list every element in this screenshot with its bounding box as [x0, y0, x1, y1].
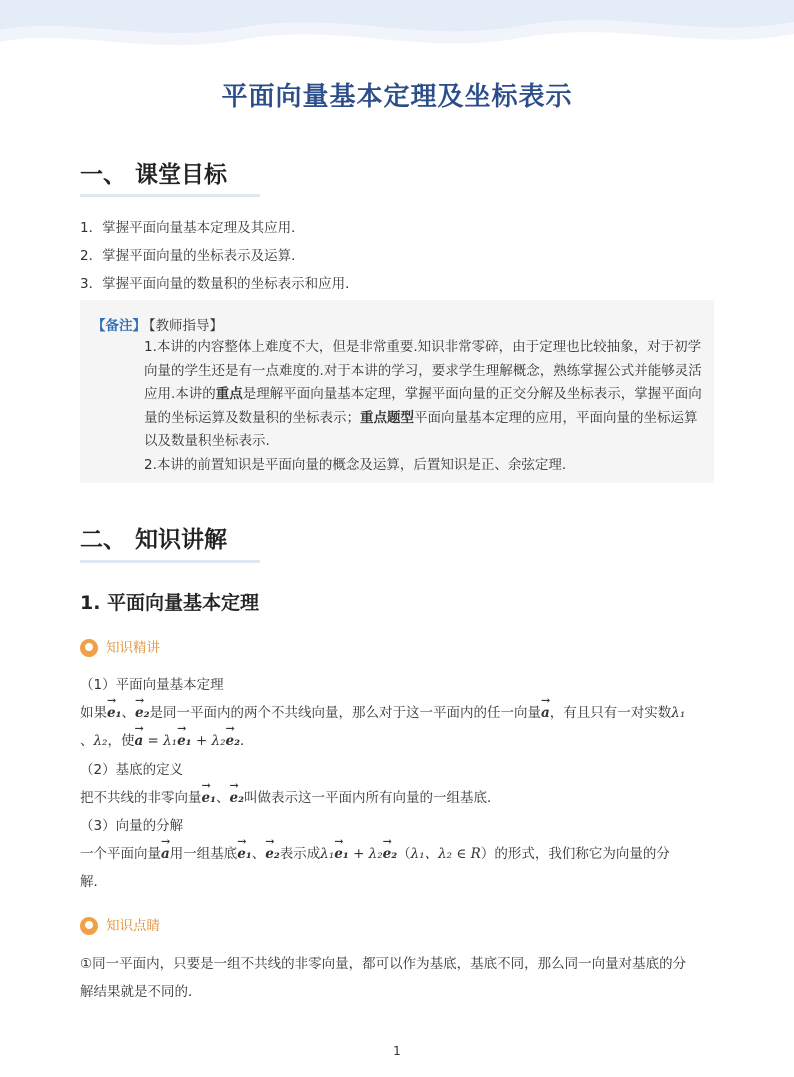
decomposition-line-2: 解．	[80, 874, 107, 890]
note-body	[144, 336, 704, 477]
vector-e2: → e₂	[383, 846, 398, 862]
note-emphasis: 重点题型	[360, 409, 414, 426]
text: 、	[216, 790, 230, 806]
lambda-1: λ₁	[320, 846, 335, 862]
note-paragraph-2: 2.本讲的前置知识是平面向量的概念及运算，后置知识是正、余弦定理.	[144, 456, 567, 473]
section-label: 知识讲解	[135, 527, 227, 553]
note-tag: 【备注】	[92, 318, 146, 334]
lightbulb-icon	[80, 639, 98, 657]
section-underline	[80, 194, 260, 197]
lightbulb-icon	[80, 917, 98, 935]
insight-paragraph-line-2: 解结果就是不同的．	[80, 984, 202, 1000]
equation-part: = λ₁	[147, 733, 178, 749]
vector-a: → a	[541, 705, 550, 721]
vector-a: → a	[161, 846, 170, 862]
header-wave-decoration	[0, 0, 794, 60]
text: 一个平面向量	[80, 846, 161, 862]
tip-text: 知识点睛	[106, 918, 160, 934]
insight-paragraph-line-1: ①同一平面内，只要是一组不共线的非零向量，都可以作为基底，基底不同，那么同一向量对基底的分	[80, 956, 687, 972]
equation-part: + λ₂	[353, 846, 383, 862]
goal-item: 1．掌握平面向量基本定理及其应用．	[80, 220, 305, 236]
vector-e2: → e₂	[135, 705, 150, 721]
vector-a: → a	[134, 733, 143, 749]
teacher-note-box	[80, 300, 714, 483]
text: （	[397, 846, 411, 862]
note-paragraph-1	[144, 336, 704, 454]
page-number: 1	[393, 1044, 401, 1058]
section-label: 课堂目标	[135, 162, 227, 188]
text: 表示成	[279, 846, 321, 862]
note-text: 是理解平面向量基本定理，掌握平面向量的正交分解及坐标表示，掌握平面向量的坐标运算及数量积的坐标表示；	[144, 386, 702, 426]
text: ，使	[107, 733, 135, 749]
tip-text: 知识精讲	[106, 640, 160, 656]
vector-e2: → e₂	[230, 790, 245, 806]
text: 是同一平面内的两个不共线向量，那么对于这一平面内的任一向量	[149, 705, 542, 721]
vector-e1: → e₁	[177, 733, 192, 749]
text: 叫做表示这一平面内所有向量的一组基底．	[244, 790, 501, 806]
text: 把不共线的非零向量	[80, 790, 202, 806]
theorem-line-2	[80, 729, 254, 749]
vector-e1: → e₁	[202, 790, 217, 806]
section-heading-goals	[80, 156, 227, 189]
goal-item: 3．掌握平面向量的数量积的坐标表示和应用．	[80, 276, 359, 292]
vector-e2: → e₂	[225, 733, 240, 749]
text: 、	[251, 846, 266, 862]
vector-e1: → e₁	[107, 705, 122, 721]
page-title: 平面向量基本定理及坐标表示	[221, 82, 573, 112]
lambda-range: λ₁、λ₂ ∈ R	[410, 846, 481, 862]
text: ．	[240, 733, 254, 749]
equation-part: + λ₂	[195, 733, 226, 749]
item-heading: （3）向量的分解	[80, 818, 184, 834]
text: 用一组基底	[169, 846, 238, 862]
text: ，有且只有一对实数	[549, 705, 672, 721]
section-heading-knowledge	[80, 521, 227, 554]
subsection-title: 1. 平面向量基本定理	[80, 592, 260, 614]
lambda-1: λ₁	[671, 705, 686, 721]
theorem-line-1	[80, 701, 685, 721]
item-heading: （2）基底的定义	[80, 762, 184, 778]
section-underline	[80, 560, 260, 563]
note-emphasis: 重点	[215, 386, 243, 402]
vector-e2: → e₂	[265, 846, 280, 862]
lambda-2: λ₂	[93, 733, 108, 749]
tip-label-insight	[80, 914, 160, 935]
section-number: 二、	[80, 527, 126, 553]
text: 、	[121, 705, 136, 721]
goal-item: 2．掌握平面向量的坐标表示及运算．	[80, 248, 305, 264]
vector-e1: → e₁	[237, 846, 252, 862]
decomposition-line-1	[80, 842, 670, 862]
item-heading: （1）平面向量基本定理	[80, 677, 224, 693]
text: ）的形式，我们称它为向量的分	[480, 846, 670, 862]
note-text: 平面向量基本定理的应用，平面向量的坐标运算以及数量积坐标表示.	[144, 409, 698, 449]
basis-definition	[80, 786, 501, 806]
tip-label-lecture	[80, 636, 160, 657]
text: 、	[80, 733, 94, 749]
note-text: 1.本讲的内容整体上难度不大，但是非常重要.知识非常零碎，由于定理也比较抽象，对于初学向量的学生还是有一点难度的.对于本讲的学习，要求学生理解概念，熟练掌握公式并能够灵活应用.本讲的	[144, 339, 702, 402]
note-heading: 【教师指导】	[142, 318, 223, 334]
section-number: 一、	[80, 162, 126, 188]
text: 如果	[80, 705, 107, 721]
vector-e1: → e₁	[334, 846, 349, 862]
